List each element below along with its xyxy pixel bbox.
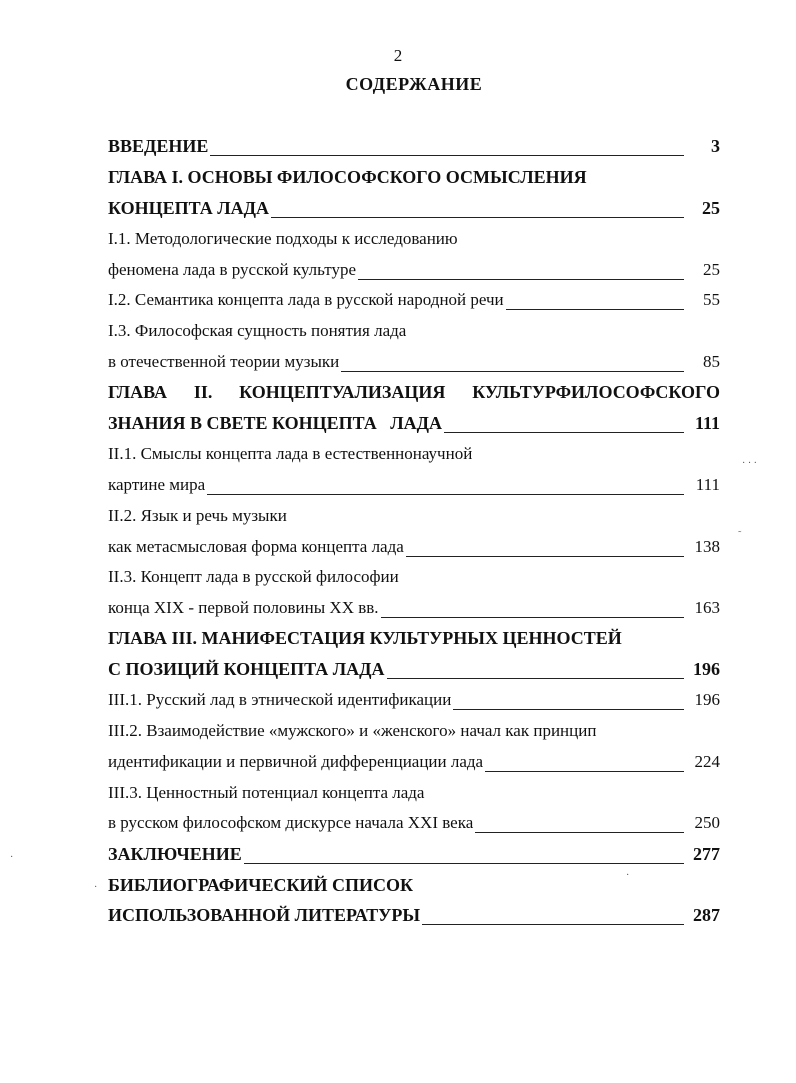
dot-leader xyxy=(271,217,684,218)
toc-entry-section-3-2-line-1[interactable] xyxy=(108,721,720,747)
toc-page-number: 25 xyxy=(702,198,720,218)
dot-leader xyxy=(444,432,684,433)
toc-page-number: 196 xyxy=(694,690,720,709)
toc-entry-section-3-1[interactable] xyxy=(108,690,720,716)
toc-entry-text: II.2. Язык и речь музыки xyxy=(108,506,287,525)
toc-entry-text: I.1. Методологические подходы к исследованию xyxy=(108,229,458,248)
toc-entry-section-1-2[interactable] xyxy=(108,290,720,316)
toc-entry-text: III.1. Русский лад в этнической идентификации xyxy=(108,690,452,709)
toc-entry-section-1-1-line-1[interactable] xyxy=(108,229,720,255)
toc-page-number: 25 xyxy=(703,260,720,279)
dot-leader xyxy=(341,371,684,372)
toc-entry-intro[interactable] xyxy=(108,136,720,162)
toc-entry-section-2-2-line-1[interactable] xyxy=(108,506,720,532)
toc-entry-text: ВВЕДЕНИЕ xyxy=(108,136,209,156)
dot-leader xyxy=(453,709,684,710)
toc-entry-conclusion[interactable] xyxy=(108,844,720,870)
toc-entry-section-1-1-line-2[interactable] xyxy=(108,260,720,286)
scan-speck: · xyxy=(626,870,630,881)
toc-page-number: 250 xyxy=(694,813,720,832)
toc-entry-chapter-1-line-1[interactable] xyxy=(108,167,720,193)
toc-page-number: 277 xyxy=(693,844,720,864)
toc-entry-section-2-3-line-1[interactable] xyxy=(108,567,720,593)
toc-entry-text: ИСПОЛЬЗОВАННОЙ ЛИТЕРАТУРЫ xyxy=(108,905,421,925)
toc-entry-section-2-1-line-1[interactable] xyxy=(108,444,720,470)
toc-page-number: 111 xyxy=(694,413,720,433)
toc-entry-text: КОНЦЕПТА ЛАДА xyxy=(108,198,270,218)
toc-entry-section-2-2-line-2[interactable] xyxy=(108,537,720,563)
toc-page-number: 287 xyxy=(693,905,720,925)
toc-page-number: 224 xyxy=(694,752,720,771)
dot-leader xyxy=(406,556,684,557)
dot-leader xyxy=(358,279,684,280)
toc-entry-text: БИБЛИОГРАФИЧЕСКИЙ СПИСОК xyxy=(108,875,414,895)
scan-speck: · xyxy=(94,882,98,893)
dot-leader xyxy=(506,309,684,310)
toc-entry-section-3-3-line-2[interactable] xyxy=(108,813,720,839)
toc-entry-text: как метасмысловая форма концепта лада xyxy=(108,537,404,556)
dot-leader xyxy=(207,494,684,495)
toc-entry-word: КОНЦЕПТУАЛИЗАЦИЯ xyxy=(239,382,446,402)
toc-page-number: 3 xyxy=(711,136,720,156)
toc-entry-chapter-2-line-2[interactable] xyxy=(108,413,720,439)
toc-page-number: 163 xyxy=(694,598,720,617)
toc-entry-section-1-3-line-1[interactable] xyxy=(108,321,720,347)
dot-leader xyxy=(210,155,684,156)
toc-entry-section-2-3-line-2[interactable] xyxy=(108,598,720,624)
toc-entry-text: в отечественной теории музыки xyxy=(108,352,340,371)
toc-entry-text: феномена лада в русской культуре xyxy=(108,260,357,279)
toc-entry-chapter-2-line-1[interactable] xyxy=(108,382,720,408)
toc-entry-word: II. xyxy=(193,382,213,402)
toc-entry-text: С ПОЗИЦИЙ КОНЦЕПТА ЛАДА xyxy=(108,659,385,679)
toc-entry-text: III.2. Взаимодействие «мужского» и «женского» начал как принцип xyxy=(108,721,597,740)
toc-entry-text: III.3. Ценностный потенциал концепта лада xyxy=(108,783,425,802)
dot-leader xyxy=(485,771,684,772)
toc-entry-text: идентификации и первичной дифференциации лада xyxy=(108,752,484,771)
toc-entry-bibliography-line-2[interactable] xyxy=(108,905,720,931)
toc-entry-chapter-1-line-2[interactable] xyxy=(108,198,720,224)
toc-entry-text: ЗНАНИЯ В СВЕТЕ КОНЦЕПТА ЛАДА xyxy=(108,413,443,433)
toc-entry-section-2-1-line-2[interactable] xyxy=(108,475,720,501)
scan-speck: · · · xyxy=(742,458,757,469)
toc-page-number: 55 xyxy=(703,290,720,309)
dot-leader xyxy=(381,617,684,618)
toc-entry-text: ГЛАВА III. МАНИФЕСТАЦИЯ КУЛЬТУРНЫХ ЦЕННОСТЕЙ xyxy=(108,628,622,648)
toc-entry-text: ЗАКЛЮЧЕНИЕ xyxy=(108,844,242,864)
toc-page-number: 196 xyxy=(693,659,720,679)
page-title: СОДЕРЖАНИЕ xyxy=(345,74,483,94)
dot-leader xyxy=(422,924,684,925)
page-number: 2 xyxy=(393,46,403,65)
toc-entry-text: ГЛАВА I. ОСНОВЫ ФИЛОСОФСКОГО ОСМЫСЛЕНИЯ xyxy=(108,167,587,187)
toc-entry-text: в русском философском дискурсе начала XXI века xyxy=(108,813,474,832)
toc-entry-word: КУЛЬТУРФИЛОСОФСКОГО xyxy=(472,382,720,402)
dot-leader xyxy=(244,863,684,864)
toc-entry-chapter-3-line-1[interactable] xyxy=(108,628,720,654)
toc-page-number: 138 xyxy=(694,537,720,556)
toc-page-number: 111 xyxy=(695,475,720,494)
toc-entry-section-1-3-line-2[interactable] xyxy=(108,352,720,378)
toc-entry-chapter-3-line-2[interactable] xyxy=(108,659,720,685)
toc-entry-text: I.2. Семантика концепта лада в русской народной речи xyxy=(108,290,504,309)
scan-speck: ˜ xyxy=(738,530,742,541)
toc-entry-text: I.3. Философская сущность понятия лада xyxy=(108,321,407,340)
toc-entry-section-3-2-line-2[interactable] xyxy=(108,752,720,778)
dot-leader xyxy=(475,832,684,833)
toc-entry-text: картине мира xyxy=(108,475,206,494)
toc-entry-text: II.1. Смыслы концепта лада в естественнонаучной xyxy=(108,444,473,463)
toc-entry-text: конца XIX - первой половины XX вв. xyxy=(108,598,379,617)
dot-leader xyxy=(387,678,684,679)
toc-entry-text: II.3. Концепт лада в русской философии xyxy=(108,567,399,586)
toc-entry-section-3-3-line-1[interactable] xyxy=(108,783,720,809)
scan-speck: · xyxy=(10,852,14,863)
toc-page-number: 85 xyxy=(703,352,720,371)
toc-entry-word: ГЛАВА xyxy=(108,382,168,402)
